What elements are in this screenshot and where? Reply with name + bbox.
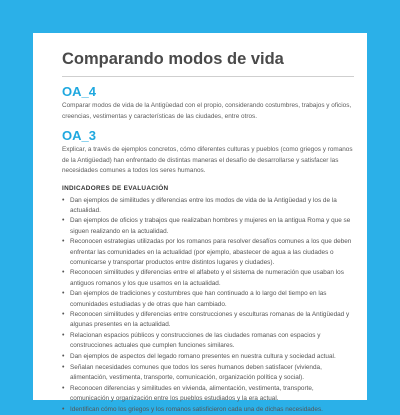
bullet-icon: • [62,290,65,298]
page-title: Comparando modos de vida [62,50,284,68]
bullet-icon: • [62,196,65,204]
indicator-text: Reconocen estrategias utilizadas por los romanos para resolver desafíos comunes a los que deben enfrentar las comunidades en la actualidad (por ejemplo, abastecer de agua a las ciudades o comunicarse y transportar productos entre distintos lugares y ciudades). [70,238,352,266]
indicator-text: Dan ejemplos de aspectos del legado romano presentes en nuestra cultura y sociedad actual. [70,353,336,361]
bullet-icon: • [62,405,65,413]
bullet-icon: • [62,238,65,246]
bullet-icon: • [62,269,65,277]
list-item [62,237,354,268]
list-item [62,331,354,351]
indicator-text: Reconocen similitudes y diferencias entre el alfabeto y el sistema de numeración que usaban los antiguos romanos y los que usamos en la actualidad. [70,269,344,287]
list-item [62,268,354,288]
objective-text: Comparar modos de vida de la Antigüedad con el propio, considerando costumbres, trabajos y oficios, creencias, vestimentas y características de las ciudades, entre otros. [62,102,352,120]
indicator-text: Reconocen diferencias y similitudes en vivienda, alimentación, vestimenta, transporte, comunicación y organización entre los pueblos estudiados y la era actual. [70,384,314,402]
list-item [62,196,354,216]
list-item [62,352,354,362]
indicator-text: Dan ejemplos de similitudes y diferencias entre los modos de vida de la Antigüedad y los de la actualidad. [70,196,337,214]
indicator-text: Reconocen similitudes y diferencias entre construcciones y esculturas romanas de la Antigüedad y algunas presentes en la actualidad. [70,311,350,329]
objective-code: OA_3 [62,128,96,143]
list-item [62,289,354,309]
bullet-icon: • [62,217,65,225]
indicator-text: Relacionan espacios públicos y construcciones de las ciudades romanas con espacios y construcciones actuales que cumplen funciones similares. [70,332,321,350]
title-divider [62,76,354,77]
indicator-text: Señalan necesidades comunes que todos los seres humanos deben satisfacer (vivienda, alimentación, vestimenta, transporte, comunicación, organización política y social). [70,363,322,381]
list-item [62,363,354,383]
bullet-icon: • [62,384,65,392]
indicator-text: Identifican cómo los griegos y los romanos satisficieron cada una de dichas necesidades. [70,405,323,413]
indicator-text: Dan ejemplos de oficios y trabajos que realizaban hombres y mujeres en la antigua Roma y que se siguen realizando en la actualidad. [70,217,351,235]
indicator-text: Dan ejemplos de tradiciones y costumbres que han continuado a lo largo del tiempo en las comunidades estudiadas y de otras que han cambiado. [70,290,327,308]
list-item [62,405,354,415]
bullet-icon: • [62,311,65,319]
list-item [62,216,354,236]
list-item [62,310,354,330]
objective-code: OA_4 [62,84,96,99]
list-item [62,384,354,404]
document-content [62,49,354,415]
indicators-heading: INDICADORES DE EVALUACIÓN [62,184,169,192]
bullet-icon: • [62,363,65,371]
bullet-icon: • [62,353,65,361]
indicators-list [62,196,354,415]
document-page [33,33,367,413]
bullet-icon: • [62,332,65,340]
objective-block [62,128,354,177]
objective-text: Explicar, a través de ejemplos concretos, cómo diferentes culturas y pueblos (como griegos y romanos de la Antigüedad) han enfrentado de distintas maneras el desafío de desarrollarse y satisfacer las necesidades comunes a todos los seres humanos. [62,146,353,174]
objective-block [62,84,354,122]
